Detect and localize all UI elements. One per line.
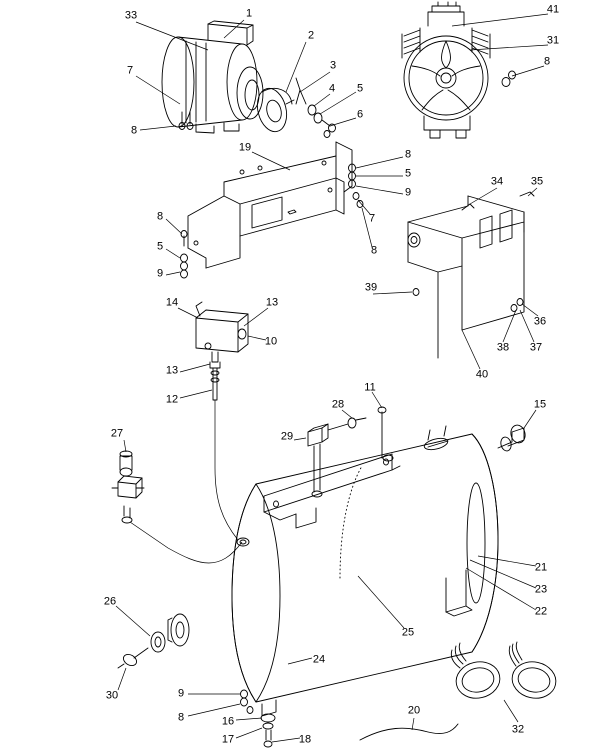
callout-label: 37 [529, 341, 543, 354]
callout-label: 5 [404, 167, 412, 180]
callout-label: 24 [312, 653, 326, 666]
tank-wheel [118, 614, 189, 668]
callout-label: 40 [475, 368, 489, 381]
callout-label: 17 [221, 733, 235, 746]
callout-label: 14 [165, 296, 179, 309]
callout-label: 34 [490, 175, 504, 188]
callout-label: 27 [110, 427, 124, 440]
callout-label: 19 [238, 141, 252, 154]
callout-label: 12 [165, 393, 179, 406]
callout-label: 30 [105, 689, 119, 702]
callout-label: 33 [124, 9, 138, 22]
callout-label: 8 [156, 210, 164, 223]
pulley-fasteners [308, 105, 336, 138]
callout-label: 21 [534, 561, 548, 574]
callout-label: 7 [368, 212, 376, 225]
callout-label: 6 [356, 108, 364, 121]
compressor-pump-assembly [402, 2, 516, 138]
callout-label: 26 [103, 595, 117, 608]
callout-label: 35 [530, 175, 544, 188]
callout-label: 4 [328, 82, 336, 95]
tank-top-fittings [264, 407, 400, 528]
coiled-tubes [451, 642, 559, 702]
callout-label: 41 [546, 3, 560, 16]
callout-label: 1 [245, 7, 253, 20]
callout-label: 23 [534, 583, 548, 596]
callout-label: 39 [364, 281, 378, 294]
callout-label: 10 [264, 335, 278, 348]
callout-label: 32 [511, 723, 525, 736]
belt-guard [408, 192, 534, 358]
callout-label: 3 [329, 59, 337, 72]
callout-label: 11 [364, 381, 376, 394]
bracket-fasteners-left [181, 231, 188, 279]
callout-label: 20 [407, 704, 421, 717]
callout-label: 8 [543, 55, 551, 68]
callout-label: 15 [533, 398, 547, 411]
callout-label: 8 [130, 124, 138, 137]
callout-label: 31 [546, 34, 560, 47]
callout-label: 9 [177, 687, 185, 700]
air-hose [360, 724, 458, 740]
callout-label: 13 [165, 364, 179, 377]
callout-label: 7 [126, 64, 134, 77]
callout-label: 22 [534, 605, 548, 618]
callout-label: 28 [331, 398, 345, 411]
bracket-fasteners-right [349, 164, 364, 208]
callout-label: 38 [496, 341, 510, 354]
callout-label: 5 [356, 82, 364, 95]
callout-label: 8 [370, 244, 378, 257]
pressure-switch [196, 302, 248, 400]
regulator-assembly [112, 451, 144, 523]
callout-label: 36 [533, 315, 547, 328]
callout-label: 8 [404, 148, 412, 161]
callout-label: 29 [280, 430, 294, 443]
callout-label: 8 [177, 711, 185, 724]
callout-label: 2 [307, 29, 315, 42]
callout-label: 9 [404, 186, 412, 199]
callout-label: 9 [156, 267, 164, 280]
callout-label: 5 [156, 240, 164, 253]
callout-label: 13 [265, 296, 279, 309]
callout-label: 18 [298, 733, 312, 746]
air-tank [232, 424, 527, 747]
callout-label: 25 [401, 626, 415, 639]
callout-label: 16 [221, 715, 235, 728]
